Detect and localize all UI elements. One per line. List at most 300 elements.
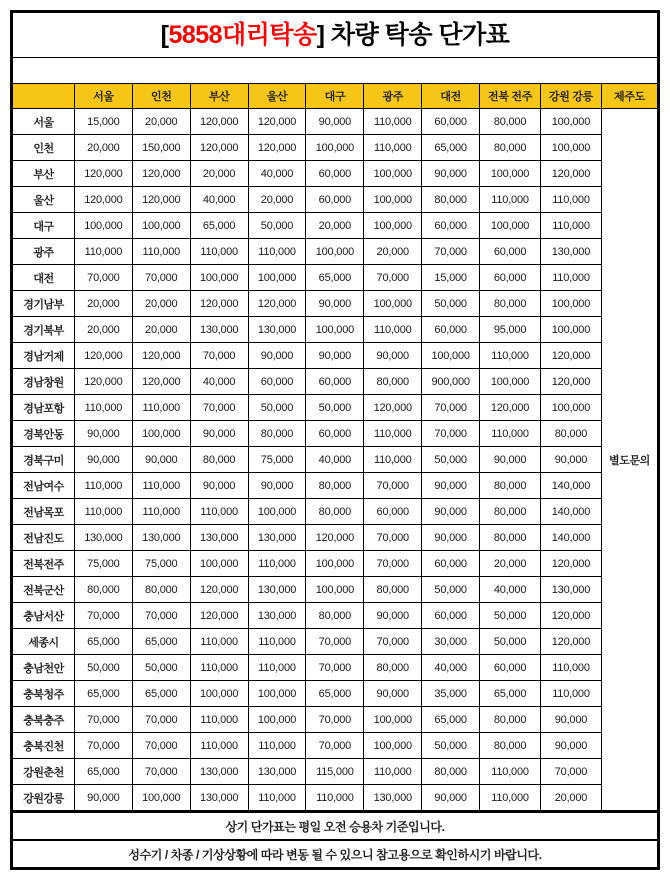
- price-cell: 110,000: [74, 499, 132, 525]
- price-cell: 65,000: [132, 629, 190, 655]
- title-rest: 차량 탁송 단가표: [324, 20, 510, 49]
- price-cell: 90,000: [422, 161, 480, 187]
- row-header-24: 충북충주: [12, 707, 75, 733]
- price-cell: 40,000: [306, 447, 364, 473]
- price-cell: 40,000: [480, 577, 541, 603]
- table-row: [12, 681, 659, 707]
- price-cell: 120,000: [306, 525, 364, 551]
- price-cell: 90,000: [541, 707, 602, 733]
- price-cell: 110,000: [480, 421, 541, 447]
- column-header-4: 울산: [248, 84, 306, 109]
- price-cell: 120,000: [190, 109, 248, 135]
- price-cell: 100,000: [190, 681, 248, 707]
- price-cell: 140,000: [541, 525, 602, 551]
- price-cell: 20,000: [306, 213, 364, 239]
- price-cell: 65,000: [74, 681, 132, 707]
- price-cell: 110,000: [364, 109, 422, 135]
- title-row: [12, 12, 659, 58]
- title-brand: 5858대리탁송: [168, 20, 317, 49]
- price-cell: 100,000: [541, 317, 602, 343]
- price-cell: 70,000: [364, 473, 422, 499]
- row-header-6: 광주: [12, 239, 75, 265]
- row-header-15: 전남여수: [12, 473, 75, 499]
- price-cell: 110,000: [306, 785, 364, 812]
- price-cell: 70,000: [74, 603, 132, 629]
- price-cell: 110,000: [480, 785, 541, 812]
- price-cell: 70,000: [364, 265, 422, 291]
- price-cell: 110,000: [248, 785, 306, 812]
- price-cell: 120,000: [541, 161, 602, 187]
- price-cell: 40,000: [190, 187, 248, 213]
- price-cell: 70,000: [132, 707, 190, 733]
- price-cell: 20,000: [364, 239, 422, 265]
- table-row: [12, 135, 659, 161]
- table-row: [12, 733, 659, 759]
- note-row-2: [12, 840, 659, 869]
- price-cell: 110,000: [541, 655, 602, 681]
- price-cell: 70,000: [306, 629, 364, 655]
- price-cell: 80,000: [422, 759, 480, 785]
- price-cell: 100,000: [248, 499, 306, 525]
- price-cell: 100,000: [190, 551, 248, 577]
- price-cell: 120,000: [132, 161, 190, 187]
- price-cell: 100,000: [248, 265, 306, 291]
- price-cell: 110,000: [364, 421, 422, 447]
- table-row: [12, 551, 659, 577]
- price-cell: 120,000: [74, 187, 132, 213]
- price-cell: 115,000: [306, 759, 364, 785]
- price-cell: 100,000: [364, 707, 422, 733]
- price-cell: 80,000: [480, 525, 541, 551]
- price-cell: 70,000: [306, 655, 364, 681]
- price-cell: 70,000: [422, 395, 480, 421]
- jeju-inquiry-cell: 별도문의: [601, 109, 658, 812]
- price-cell: 120,000: [364, 395, 422, 421]
- price-cell: 70,000: [364, 551, 422, 577]
- price-cell: 80,000: [480, 707, 541, 733]
- price-cell: 90,000: [364, 681, 422, 707]
- price-cell: 100,000: [422, 343, 480, 369]
- price-cell: 70,000: [364, 629, 422, 655]
- price-cell: 90,000: [248, 473, 306, 499]
- price-cell: 100,000: [541, 291, 602, 317]
- price-cell: 90,000: [541, 447, 602, 473]
- price-cell: 100,000: [132, 213, 190, 239]
- row-header-5: 대구: [12, 213, 75, 239]
- price-cell: 110,000: [132, 239, 190, 265]
- price-cell: 65,000: [422, 135, 480, 161]
- column-header-6: 광주: [364, 84, 422, 109]
- row-header-13: 경북안동: [12, 421, 75, 447]
- price-cell: 130,000: [248, 603, 306, 629]
- price-cell: 50,000: [480, 603, 541, 629]
- price-cell: 120,000: [248, 291, 306, 317]
- row-header-10: 경남거제: [12, 343, 75, 369]
- price-cell: 60,000: [306, 369, 364, 395]
- table-row: [12, 655, 659, 681]
- price-cell: 30,000: [422, 629, 480, 655]
- price-cell: 80,000: [480, 733, 541, 759]
- price-cell: 75,000: [248, 447, 306, 473]
- price-cell: 100,000: [364, 187, 422, 213]
- price-cell: 110,000: [190, 629, 248, 655]
- price-cell: 65,000: [480, 681, 541, 707]
- price-cell: 120,000: [190, 603, 248, 629]
- price-cell: 110,000: [248, 733, 306, 759]
- price-cell: 80,000: [190, 447, 248, 473]
- price-cell: 100,000: [306, 317, 364, 343]
- price-cell: 80,000: [364, 577, 422, 603]
- price-cell: 110,000: [480, 759, 541, 785]
- price-cell: 50,000: [74, 655, 132, 681]
- price-cell: 70,000: [132, 265, 190, 291]
- price-cell: 20,000: [132, 291, 190, 317]
- price-cell: 110,000: [364, 317, 422, 343]
- price-cell: 110,000: [74, 239, 132, 265]
- table-row: [12, 265, 659, 291]
- price-cell: 130,000: [248, 525, 306, 551]
- price-cell: 60,000: [422, 213, 480, 239]
- price-cell: 70,000: [364, 525, 422, 551]
- table-row: [12, 291, 659, 317]
- price-cell: 120,000: [74, 343, 132, 369]
- price-cell: 90,000: [480, 447, 541, 473]
- price-cell: 110,000: [74, 473, 132, 499]
- table-row: [12, 499, 659, 525]
- row-header-2: 인천: [12, 135, 75, 161]
- price-cell: 130,000: [541, 577, 602, 603]
- price-cell: 80,000: [248, 421, 306, 447]
- price-cell: 120,000: [132, 343, 190, 369]
- price-cell: 100,000: [541, 109, 602, 135]
- price-cell: 130,000: [74, 525, 132, 551]
- row-header-4: 울산: [12, 187, 75, 213]
- row-header-16: 전남목포: [12, 499, 75, 525]
- row-header-9: 경기북부: [12, 317, 75, 343]
- column-header-5: 대구: [306, 84, 364, 109]
- table-row: [12, 395, 659, 421]
- price-cell: 130,000: [190, 525, 248, 551]
- price-cell: 80,000: [480, 473, 541, 499]
- note-text-1: 상기 단가표는 평일 오전 승용차 기준입니다.: [12, 812, 659, 841]
- price-cell: 80,000: [306, 603, 364, 629]
- table-header-row: [12, 84, 659, 109]
- price-cell: 100,000: [480, 369, 541, 395]
- price-cell: 60,000: [306, 161, 364, 187]
- table-row: [12, 525, 659, 551]
- price-cell: 50,000: [422, 733, 480, 759]
- price-cell: 90,000: [422, 525, 480, 551]
- table-row: [12, 161, 659, 187]
- price-cell: 90,000: [364, 343, 422, 369]
- price-cell: 140,000: [541, 499, 602, 525]
- price-cell: 60,000: [422, 603, 480, 629]
- price-cell: 80,000: [480, 109, 541, 135]
- price-cell: 60,000: [480, 655, 541, 681]
- price-cell: 100,000: [306, 551, 364, 577]
- price-cell: 20,000: [480, 551, 541, 577]
- price-cell: 110,000: [248, 655, 306, 681]
- price-cell: 120,000: [74, 161, 132, 187]
- price-cell: 95,000: [480, 317, 541, 343]
- price-cell: 130,000: [248, 759, 306, 785]
- price-cell: 110,000: [541, 187, 602, 213]
- price-cell: 90,000: [422, 499, 480, 525]
- price-cell: 80,000: [132, 577, 190, 603]
- column-header-7: 대전: [422, 84, 480, 109]
- price-cell: 130,000: [190, 317, 248, 343]
- title-bracket-open: [: [160, 20, 169, 49]
- price-cell: 60,000: [306, 187, 364, 213]
- price-cell: 150,000: [132, 135, 190, 161]
- table-row: [12, 317, 659, 343]
- price-cell: 110,000: [190, 655, 248, 681]
- price-cell: 100,000: [306, 577, 364, 603]
- price-cell: 110,000: [248, 551, 306, 577]
- price-cell: 80,000: [306, 499, 364, 525]
- price-cell: 120,000: [248, 109, 306, 135]
- price-cell: 60,000: [422, 109, 480, 135]
- price-cell: 20,000: [541, 785, 602, 812]
- price-cell: 70,000: [306, 707, 364, 733]
- price-cell: 110,000: [248, 239, 306, 265]
- row-header-27: 강원강릉: [12, 785, 75, 812]
- table-row: [12, 447, 659, 473]
- spacer-cell: [12, 58, 659, 84]
- price-cell: 110,000: [190, 707, 248, 733]
- price-cell: 60,000: [480, 239, 541, 265]
- table-row: [12, 369, 659, 395]
- price-cell: 20,000: [74, 317, 132, 343]
- price-cell: 110,000: [480, 187, 541, 213]
- price-cell: 120,000: [541, 603, 602, 629]
- price-cell: 100,000: [364, 161, 422, 187]
- price-cell: 20,000: [190, 161, 248, 187]
- price-cell: 130,000: [190, 759, 248, 785]
- corner-diagonal-cell: [12, 84, 75, 109]
- price-cell: 70,000: [74, 265, 132, 291]
- table-row: [12, 343, 659, 369]
- price-cell: 900,000: [422, 369, 480, 395]
- price-cell: 100,000: [480, 213, 541, 239]
- price-cell: 130,000: [364, 785, 422, 812]
- row-header-8: 경기남부: [12, 291, 75, 317]
- price-cell: 120,000: [132, 187, 190, 213]
- row-header-17: 전남진도: [12, 525, 75, 551]
- price-cell: 110,000: [541, 213, 602, 239]
- price-cell: 90,000: [306, 343, 364, 369]
- price-cell: 120,000: [480, 395, 541, 421]
- note-row-1: [12, 812, 659, 841]
- price-cell: 35,000: [422, 681, 480, 707]
- column-header-8: 전북 전주: [480, 84, 541, 109]
- price-cell: 100,000: [248, 681, 306, 707]
- price-cell: 60,000: [480, 265, 541, 291]
- row-header-25: 충북진천: [12, 733, 75, 759]
- price-cell: 50,000: [306, 395, 364, 421]
- spacer-row: [12, 58, 659, 84]
- row-header-20: 충남서산: [12, 603, 75, 629]
- row-header-26: 강원춘천: [12, 759, 75, 785]
- table-row: [12, 473, 659, 499]
- title-text: [161, 21, 510, 49]
- price-cell: 100,000: [306, 135, 364, 161]
- price-cell: 120,000: [74, 369, 132, 395]
- price-cell: 100,000: [248, 707, 306, 733]
- price-cell: 100,000: [541, 135, 602, 161]
- price-cell: 70,000: [306, 733, 364, 759]
- price-cell: 100,000: [541, 395, 602, 421]
- price-cell: 70,000: [541, 759, 602, 785]
- price-cell: 70,000: [74, 733, 132, 759]
- price-cell: 90,000: [74, 785, 132, 812]
- column-header-1: 서울: [74, 84, 132, 109]
- column-header-10: 제주도: [601, 84, 658, 109]
- price-cell: 130,000: [248, 577, 306, 603]
- table-row: [12, 577, 659, 603]
- price-cell: 20,000: [74, 291, 132, 317]
- price-cell: 110,000: [480, 343, 541, 369]
- price-cell: 15,000: [422, 265, 480, 291]
- price-cell: 60,000: [306, 421, 364, 447]
- row-header-12: 경남포항: [12, 395, 75, 421]
- price-cell: 80,000: [422, 187, 480, 213]
- price-cell: 100,000: [364, 291, 422, 317]
- price-cell: 130,000: [248, 317, 306, 343]
- price-cell: 70,000: [422, 421, 480, 447]
- row-header-11: 경남창원: [12, 369, 75, 395]
- price-cell: 110,000: [74, 395, 132, 421]
- price-cell: 80,000: [364, 369, 422, 395]
- row-header-22: 충남천안: [12, 655, 75, 681]
- price-cell: 100,000: [364, 213, 422, 239]
- column-header-2: 인천: [132, 84, 190, 109]
- price-cell: 120,000: [541, 343, 602, 369]
- price-cell: 90,000: [132, 447, 190, 473]
- price-cell: 100,000: [132, 421, 190, 447]
- price-cell: 70,000: [74, 707, 132, 733]
- price-cell: 75,000: [132, 551, 190, 577]
- price-cell: 80,000: [480, 499, 541, 525]
- price-cell: 65,000: [306, 265, 364, 291]
- table-row: [12, 785, 659, 812]
- price-cell: 20,000: [132, 317, 190, 343]
- price-cell: 110,000: [364, 135, 422, 161]
- price-cell: 120,000: [190, 291, 248, 317]
- price-cell: 130,000: [190, 785, 248, 812]
- price-cell: 140,000: [541, 473, 602, 499]
- price-cell: 120,000: [541, 629, 602, 655]
- price-cell: 50,000: [248, 395, 306, 421]
- column-header-3: 부산: [190, 84, 248, 109]
- price-cell: 65,000: [74, 629, 132, 655]
- table-row: [12, 213, 659, 239]
- price-cell: 70,000: [190, 343, 248, 369]
- price-cell: 100,000: [74, 213, 132, 239]
- price-cell: 120,000: [541, 369, 602, 395]
- price-cell: 100,000: [132, 785, 190, 812]
- price-cell: 130,000: [132, 525, 190, 551]
- price-cell: 80,000: [364, 655, 422, 681]
- price-cell: 110,000: [190, 733, 248, 759]
- table-row: [12, 187, 659, 213]
- price-cell: 70,000: [132, 733, 190, 759]
- table-row: [12, 109, 659, 135]
- price-cell: 90,000: [541, 733, 602, 759]
- table-row: [12, 759, 659, 785]
- price-cell: 110,000: [190, 239, 248, 265]
- row-header-7: 대전: [12, 265, 75, 291]
- price-cell: 120,000: [132, 369, 190, 395]
- price-cell: 20,000: [248, 187, 306, 213]
- price-cell: 20,000: [74, 135, 132, 161]
- price-cell: 110,000: [132, 473, 190, 499]
- price-cell: 60,000: [422, 317, 480, 343]
- price-cell: 90,000: [306, 109, 364, 135]
- column-header-9: 강원 강릉: [541, 84, 602, 109]
- price-cell: 110,000: [541, 681, 602, 707]
- price-cell: 15,000: [74, 109, 132, 135]
- price-cell: 50,000: [422, 291, 480, 317]
- title-bracket-close: ]: [316, 20, 325, 49]
- price-cell: 60,000: [248, 369, 306, 395]
- price-cell: 120,000: [190, 135, 248, 161]
- price-cell: 60,000: [422, 551, 480, 577]
- price-cell: 110,000: [364, 759, 422, 785]
- price-cell: 40,000: [190, 369, 248, 395]
- table-row: [12, 707, 659, 733]
- vehicle-delivery-price-table: [10, 10, 660, 870]
- price-cell: 110,000: [132, 395, 190, 421]
- price-cell: 50,000: [480, 629, 541, 655]
- price-cell: 90,000: [422, 473, 480, 499]
- price-cell: 100,000: [364, 733, 422, 759]
- row-header-19: 전북군산: [12, 577, 75, 603]
- price-cell: 80,000: [74, 577, 132, 603]
- table-body: [12, 12, 659, 109]
- price-cell: 70,000: [190, 395, 248, 421]
- row-header-23: 충북청주: [12, 681, 75, 707]
- price-cell: 50,000: [248, 213, 306, 239]
- table-row: [12, 629, 659, 655]
- price-cell: 60,000: [364, 499, 422, 525]
- price-cell: 40,000: [422, 655, 480, 681]
- price-cell: 90,000: [306, 291, 364, 317]
- price-cell: 65,000: [132, 681, 190, 707]
- price-cell: 110,000: [248, 629, 306, 655]
- price-cell: 75,000: [74, 551, 132, 577]
- price-cell: 120,000: [190, 577, 248, 603]
- price-cell: 120,000: [248, 135, 306, 161]
- price-cell: 110,000: [132, 499, 190, 525]
- note-text-2: 성수기 / 차종 / 기상상황에 따라 변동 될 수 있으니 참고용으로 확인하시기 바랍니다.: [12, 840, 659, 869]
- price-cell: 65,000: [190, 213, 248, 239]
- row-header-14: 경북구미: [12, 447, 75, 473]
- row-header-18: 전북전주: [12, 551, 75, 577]
- price-cell: 90,000: [190, 421, 248, 447]
- price-cell: 80,000: [480, 291, 541, 317]
- price-cell: 120,000: [541, 551, 602, 577]
- row-header-21: 세종시: [12, 629, 75, 655]
- row-header-1: 서울: [12, 109, 75, 135]
- price-cell: 100,000: [306, 239, 364, 265]
- table-row: [12, 603, 659, 629]
- price-cell: 110,000: [541, 265, 602, 291]
- price-cell: 70,000: [422, 239, 480, 265]
- price-cell: 65,000: [74, 759, 132, 785]
- price-cell: 40,000: [248, 161, 306, 187]
- price-cell: 65,000: [306, 681, 364, 707]
